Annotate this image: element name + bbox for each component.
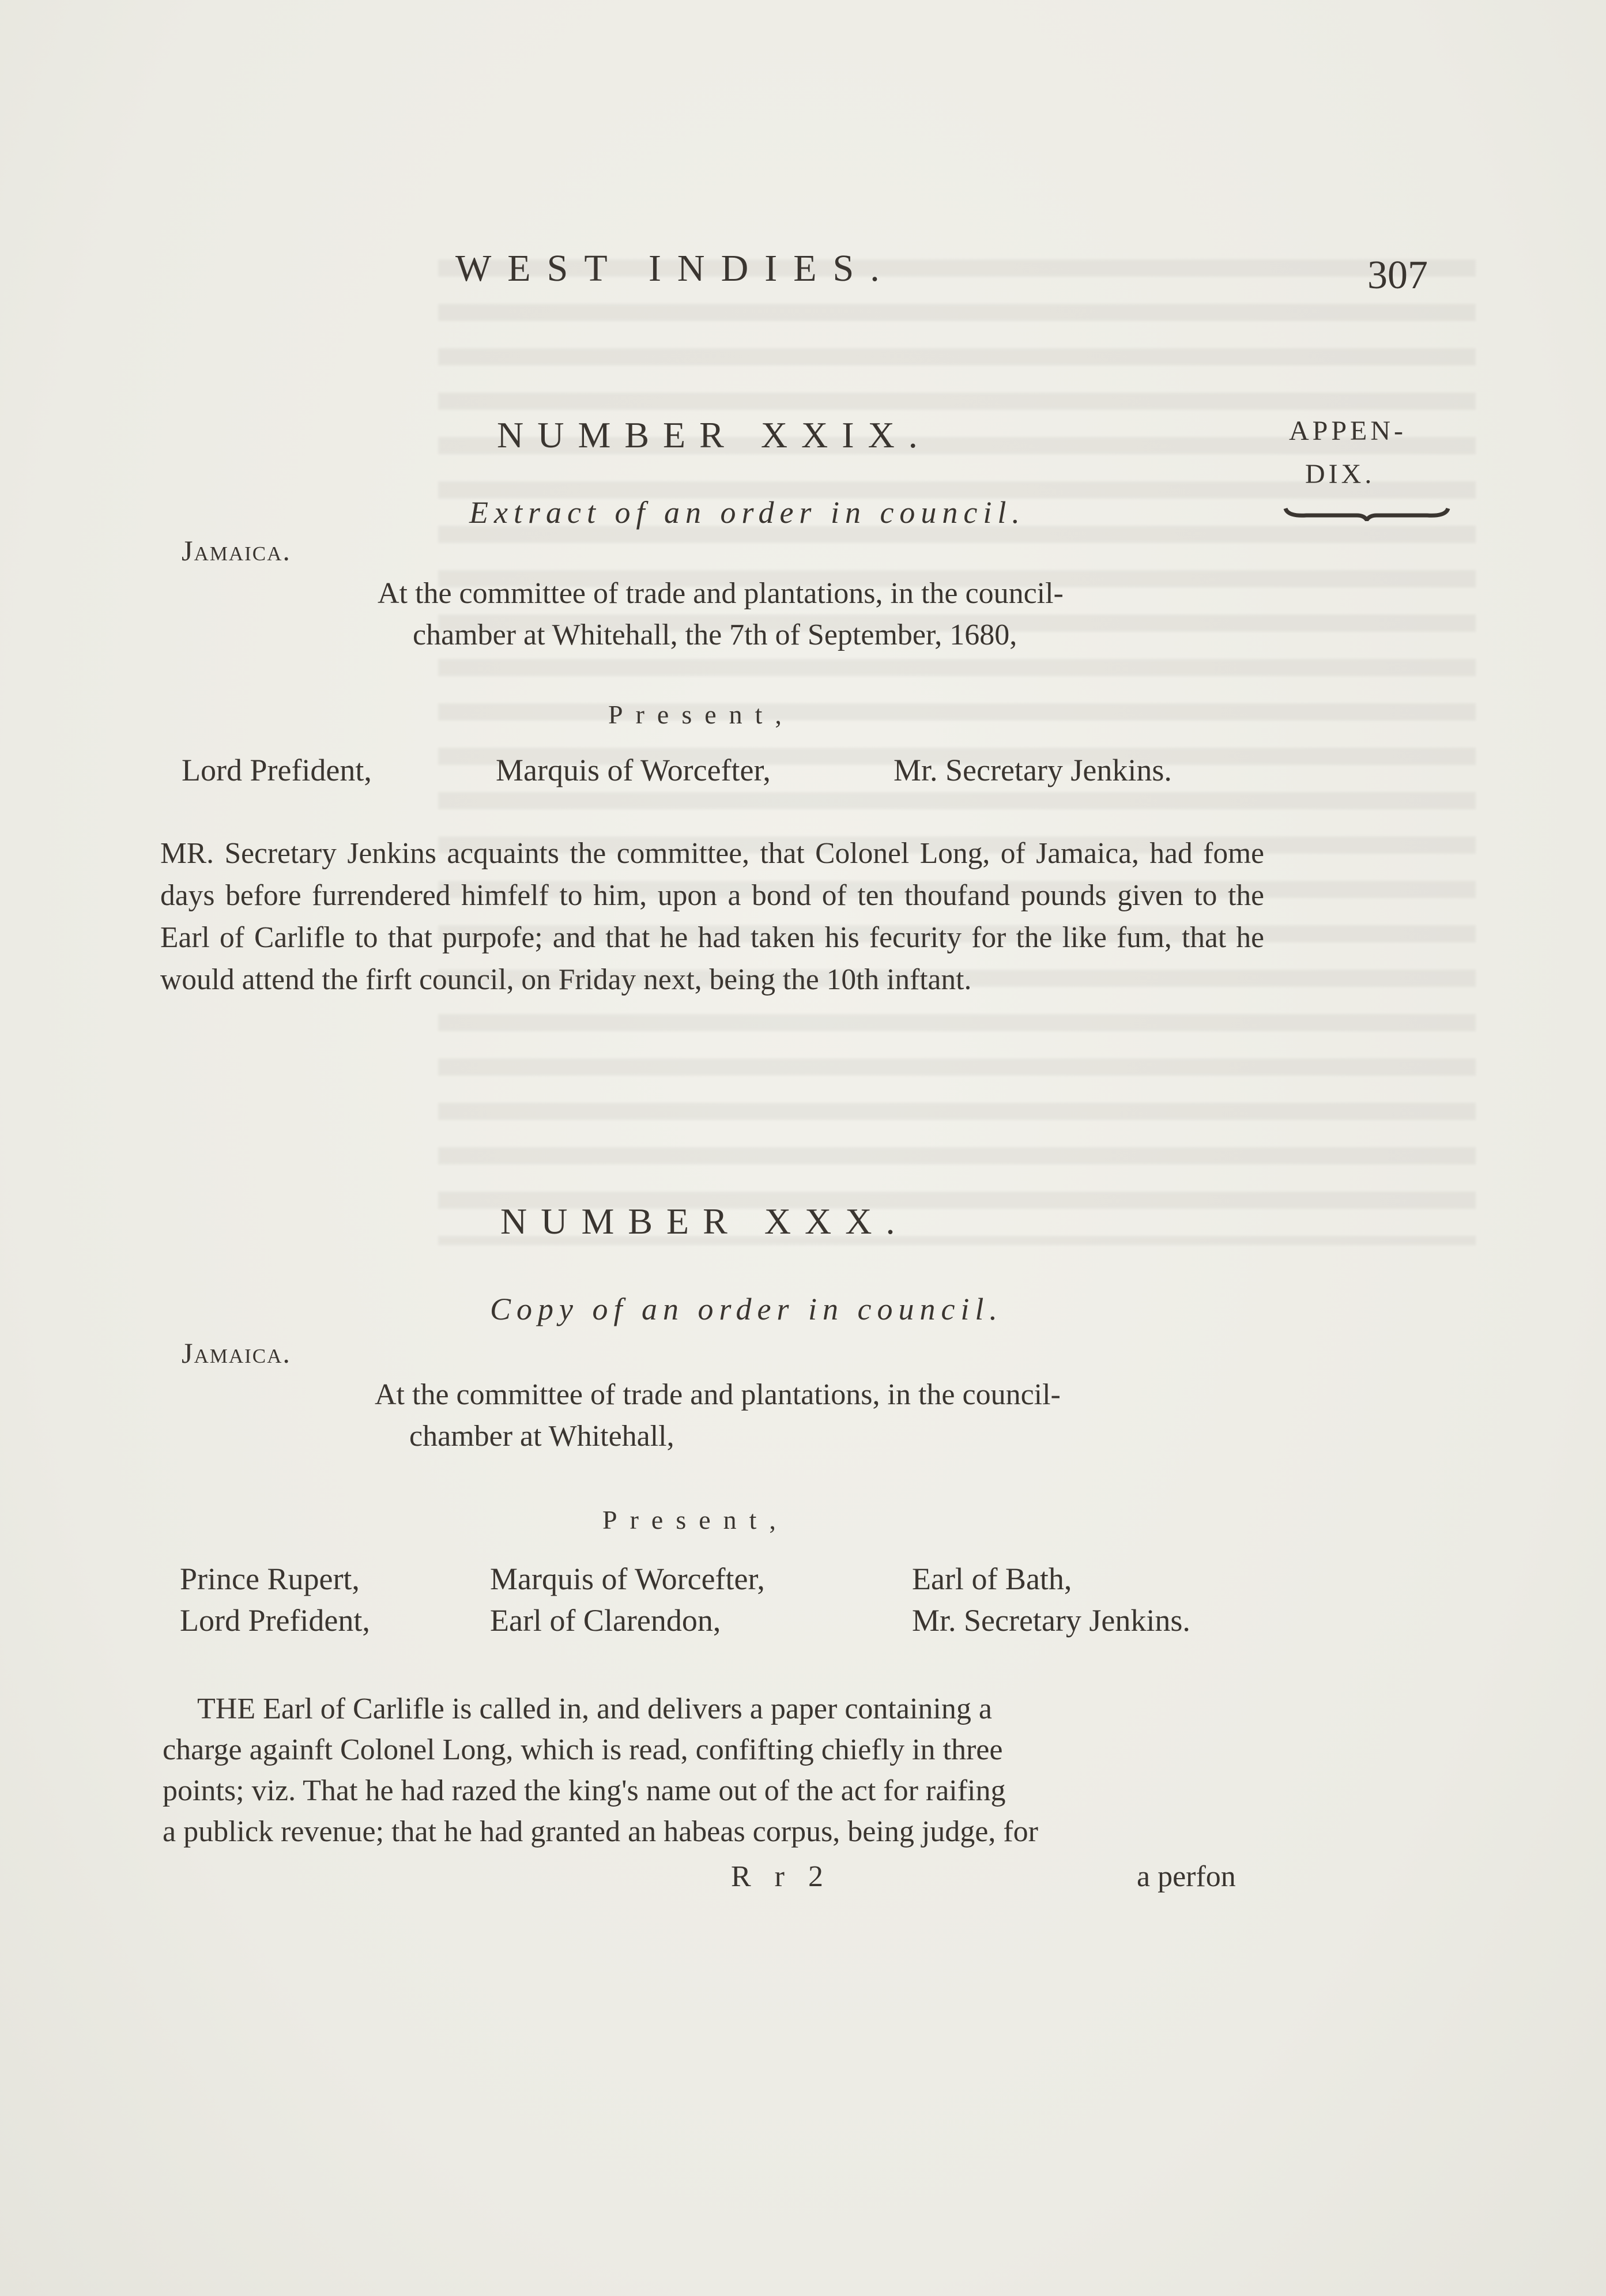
- section1-attendee-1: Lord Prefident,: [182, 753, 372, 787]
- section1-heading: NUMBER XXIX.: [497, 414, 932, 455]
- section2-place: Jamaica.: [182, 1337, 291, 1369]
- signature-mark: R r 2: [731, 1860, 831, 1893]
- section2-attendee-2: Marquis of Worcefter,: [490, 1562, 765, 1596]
- section2-attendee-1: Prince Rupert,: [180, 1562, 360, 1596]
- section2-present-label: Present,: [602, 1505, 789, 1535]
- section1-attendee-3: Mr. Secretary Jenkins.: [894, 753, 1172, 787]
- section1-present-label: Present,: [608, 700, 794, 729]
- section2-heading: NUMBER XXX.: [500, 1201, 909, 1242]
- section2-attendee-4: Lord Prefident,: [180, 1603, 370, 1638]
- margin-note-line1: APPEN-: [1289, 416, 1407, 446]
- catchword: a perfon: [1137, 1860, 1236, 1893]
- section2-subheading: Copy of an order in council.: [490, 1292, 1003, 1326]
- section1-place: Jamaica.: [182, 534, 291, 567]
- section2-paragraph-line3: points; viz. That he had razed the king's name out of the act for raifing: [163, 1774, 1006, 1807]
- section1-attendee-2: Marquis of Worcefter,: [496, 753, 771, 787]
- running-title: WEST INDIES.: [455, 247, 896, 289]
- section1-paragraph: MR. Secretary Jenkins acquaints the committee, that Colonel Long, of Jamaica, had fome days before furrendered himfelf to him, upon a bond of ten thoufand pounds given to the Earl of Carlifle to that purpofe; and that he had taken his fecurity for the like fum, that he would attend the firft council, on Friday next, being the 10th inftant.: [160, 837, 1264, 996]
- section2-attendee-6: Mr. Secretary Jenkins.: [912, 1603, 1190, 1638]
- section1-intro-line1: At the committee of trade and plantations, in the council-: [378, 577, 1064, 610]
- section2-intro-line1: At the committee of trade and plantations, in the council-: [375, 1378, 1061, 1411]
- page-number: 307: [1367, 253, 1428, 297]
- section2-paragraph-line4: a publick revenue; that he had granted an habeas corpus, being judge, for: [163, 1815, 1038, 1848]
- brace-icon: [1283, 506, 1450, 521]
- section2-paragraph-line1: THE Earl of Carlifle is called in, and delivers a paper containing a: [197, 1692, 992, 1725]
- section2-paragraph-line2: charge againft Colonel Long, which is read, confifting chiefly in three: [163, 1733, 1003, 1766]
- section1-intro-line2: chamber at Whitehall, the 7th of September, 1680,: [413, 619, 1017, 651]
- section2-attendee-3: Earl of Bath,: [912, 1562, 1072, 1596]
- margin-note-line2: DIX.: [1305, 459, 1375, 489]
- section1-subheading: Extract of an order in council.: [469, 495, 1026, 530]
- section2-attendee-5: Earl of Clarendon,: [490, 1603, 721, 1638]
- section2-intro-line2: chamber at Whitehall,: [409, 1420, 674, 1453]
